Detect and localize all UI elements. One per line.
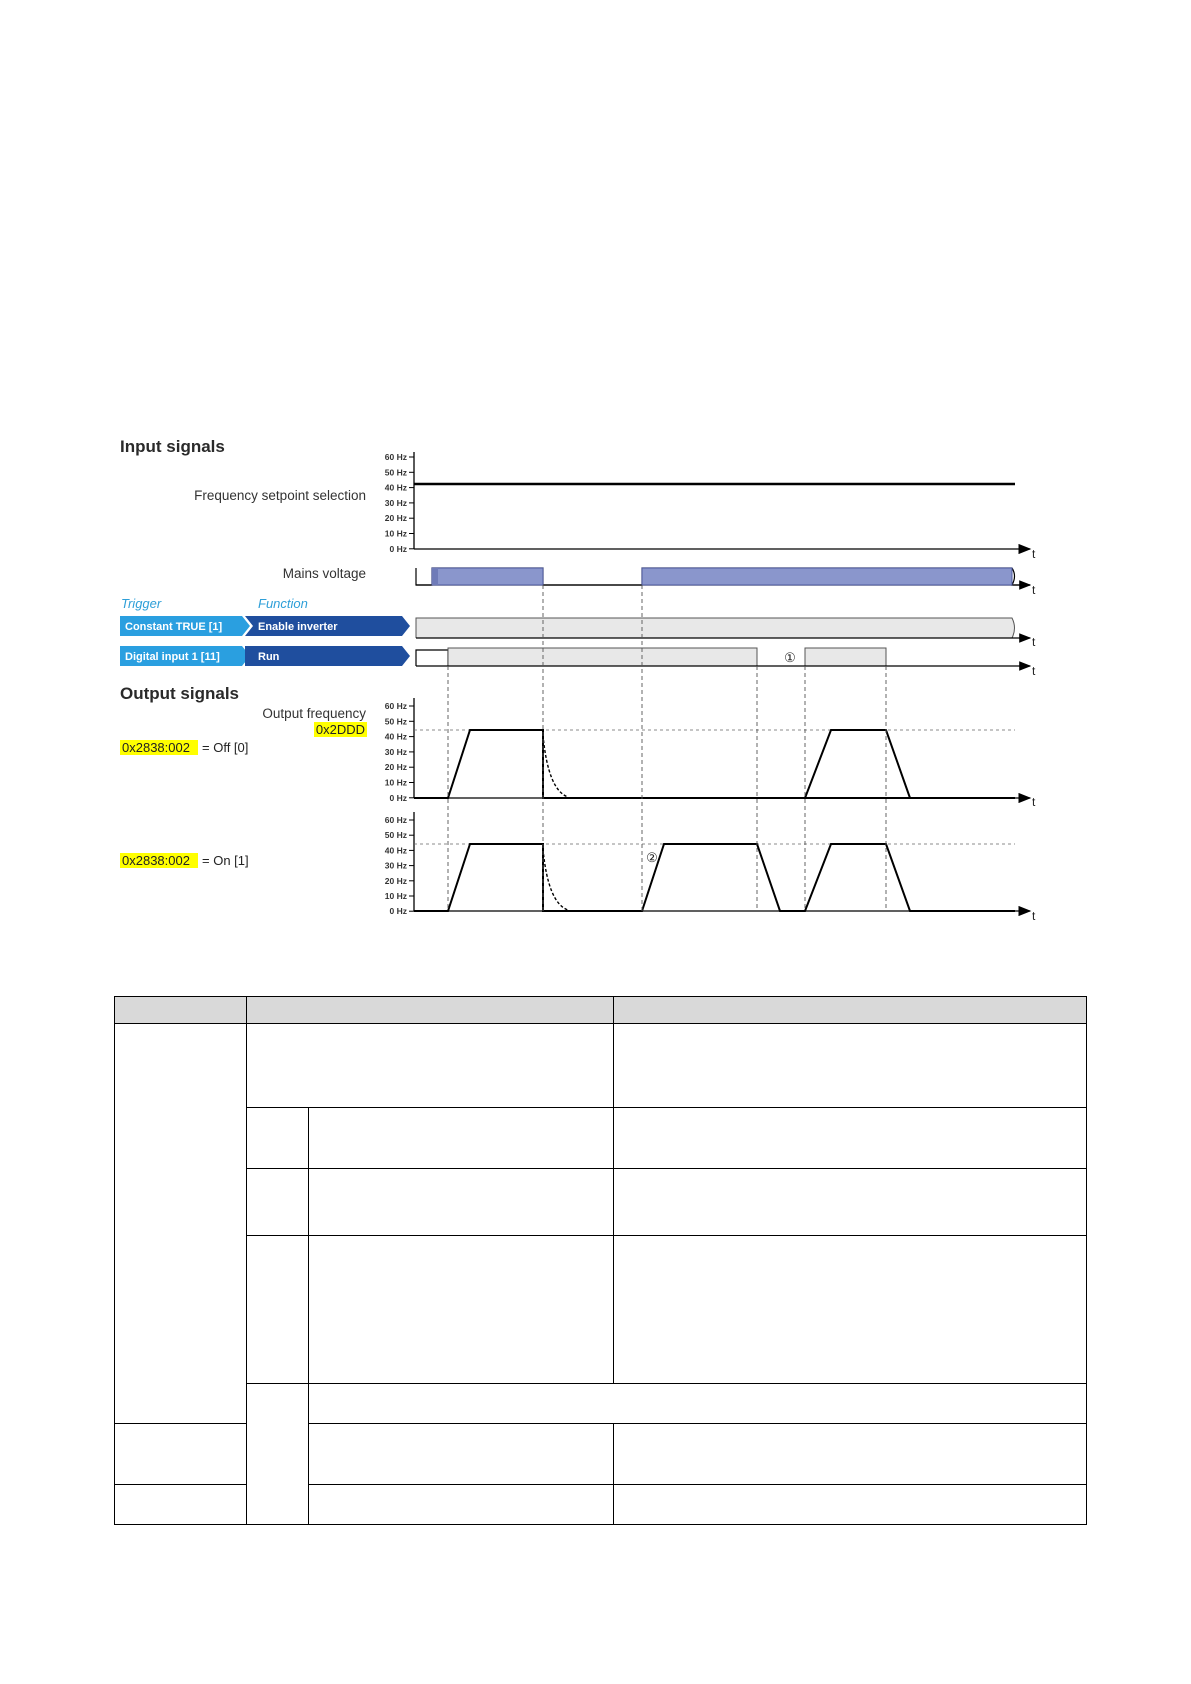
- hz-tick-label: 0 Hz: [389, 792, 407, 803]
- table-cell: [115, 1485, 247, 1525]
- hz-tick-label: 20 Hz: [384, 762, 407, 773]
- hz-tick-label: 40 Hz: [384, 845, 407, 856]
- table-cell: [309, 1108, 614, 1169]
- table-cell: [115, 1424, 247, 1485]
- hz-tick-label: 20 Hz: [384, 513, 407, 524]
- trigger-constant-true: Constant TRUE [1]: [125, 621, 223, 633]
- table-cell: [614, 1424, 1087, 1485]
- svg-text:t: t: [1032, 583, 1036, 597]
- trigger-column-label: Trigger: [121, 596, 162, 611]
- table-header-row: [115, 997, 1087, 1024]
- table-cell: [309, 1169, 614, 1236]
- hz-tick-label: 0 Hz: [389, 906, 407, 917]
- table-cell: [309, 1424, 614, 1485]
- output-signals-heading: Output signals: [120, 684, 239, 703]
- table-row: [115, 1169, 1087, 1236]
- svg-text:t: t: [1032, 635, 1036, 649]
- table-cell: [614, 1024, 1087, 1108]
- enable-inverter-signal: [416, 618, 1015, 638]
- hz-tick-label: 50 Hz: [384, 830, 407, 841]
- trigger-digital-input-1: Digital input 1 [11]: [125, 651, 220, 663]
- hz-tick-label: 0 Hz: [389, 543, 407, 554]
- table-cell: [115, 1024, 247, 1424]
- table-cell: [247, 1236, 309, 1384]
- table-cell: [247, 1169, 309, 1236]
- coast-down-curve-off: [543, 735, 568, 797]
- param-case-off: = Off [0]: [202, 740, 249, 755]
- table-row: [115, 1236, 1087, 1384]
- table-row: [115, 1108, 1087, 1169]
- function-column-label: Function: [258, 596, 308, 611]
- table-cell: [309, 1384, 1087, 1424]
- hz-tick-label: 40 Hz: [384, 482, 407, 493]
- table-header-cell: [614, 997, 1087, 1024]
- table-cell: [247, 1024, 614, 1108]
- table-cell: [247, 1384, 309, 1525]
- output-frequency-label: Output frequency: [262, 706, 366, 721]
- hz-tick-label: 30 Hz: [384, 860, 407, 871]
- hz-tick-label: 60 Hz: [384, 452, 407, 462]
- output-off-y-axis: [385, 698, 414, 803]
- table-cell: [614, 1485, 1087, 1525]
- table-cell: [309, 1485, 614, 1525]
- table-cell: [309, 1236, 614, 1384]
- svg-text:t: t: [1032, 664, 1036, 678]
- marker-2: ②: [646, 850, 658, 865]
- setpoint-y-axis: [385, 452, 414, 554]
- table-cell: [614, 1236, 1087, 1384]
- param-code-on: 0x2838:002: [122, 853, 190, 868]
- mains-on-period-2: [642, 568, 1012, 585]
- parameter-table: [114, 996, 1087, 1525]
- table-cell: [614, 1108, 1087, 1169]
- hz-tick-label: 60 Hz: [384, 815, 407, 825]
- table-row: [115, 1384, 1087, 1424]
- hz-tick-label: 30 Hz: [384, 746, 407, 757]
- param-code-off: 0x2838:002: [122, 740, 190, 755]
- svg-text:t: t: [1032, 909, 1036, 923]
- hz-tick-label: 10 Hz: [384, 891, 407, 901]
- hz-tick-label: 10 Hz: [384, 777, 407, 788]
- hz-tick-label: 10 Hz: [384, 528, 407, 539]
- table-header-cell: [247, 997, 614, 1024]
- mains-voltage-label: Mains voltage: [282, 566, 366, 581]
- hz-tick-label: 60 Hz: [384, 701, 407, 711]
- hz-tick-label: 20 Hz: [384, 875, 407, 886]
- function-enable-inverter: Enable inverter: [258, 621, 338, 633]
- output-off-trace-2: [805, 730, 910, 798]
- hz-tick-label: 30 Hz: [384, 497, 407, 508]
- axis-t-label: t: [1032, 547, 1036, 561]
- run-signal-on-1: [448, 648, 757, 666]
- trigger-row-enable: [120, 616, 410, 636]
- hz-tick-label: 40 Hz: [384, 731, 407, 742]
- param-case-on: = On [1]: [202, 853, 249, 868]
- input-signals-heading: Input signals: [120, 437, 225, 456]
- function-run: Run: [258, 651, 280, 663]
- frequency-setpoint-label: Frequency setpoint selection: [194, 488, 366, 503]
- hz-tick-label: 50 Hz: [384, 716, 407, 727]
- trigger-row-run: [120, 646, 410, 666]
- hz-tick-label: 50 Hz: [384, 467, 407, 478]
- mains-on-period-1: [432, 568, 543, 585]
- output-on-trace: [414, 844, 1015, 911]
- output-frequency-code: 0x2DDD: [315, 722, 365, 737]
- table-cell: [614, 1169, 1087, 1236]
- svg-text:t: t: [1032, 795, 1036, 809]
- table-header-cell: [115, 997, 247, 1024]
- run-signal-on-2: [805, 648, 886, 666]
- output-off-trace-1: [414, 730, 1015, 798]
- table-cell: [247, 1108, 309, 1169]
- coast-down-curve-on: [543, 849, 568, 910]
- output-on-y-axis: [385, 812, 414, 916]
- table-row: [115, 1024, 1087, 1108]
- marker-1: ①: [784, 650, 796, 665]
